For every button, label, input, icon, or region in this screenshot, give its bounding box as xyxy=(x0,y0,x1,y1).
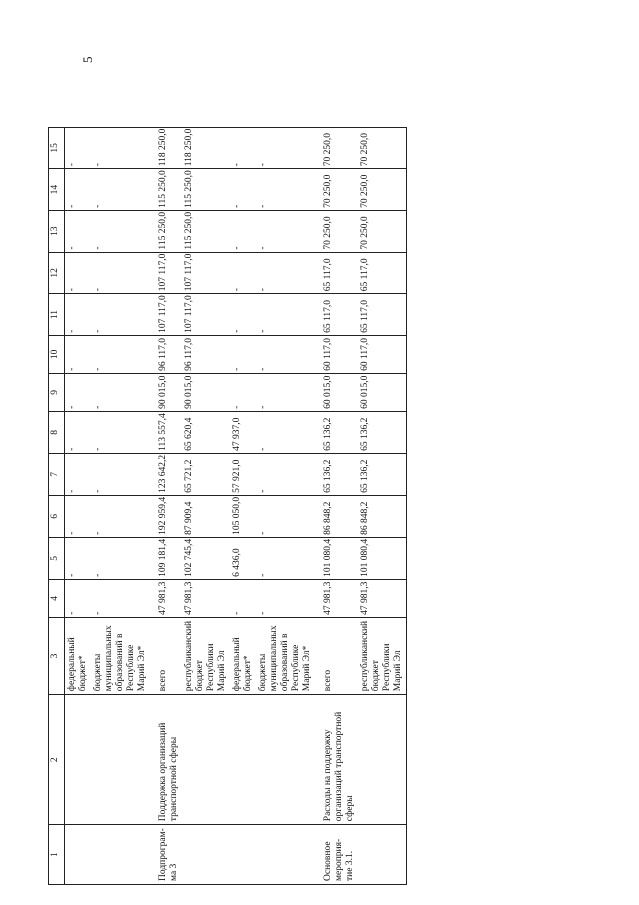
amount-cell: 65 117,0 xyxy=(315,252,358,294)
program-name-cell xyxy=(91,695,150,825)
amount-cell: 123 642,2 xyxy=(150,453,182,495)
amount-cell: - xyxy=(65,537,92,579)
amount-cell: 65 136,2 xyxy=(358,453,407,495)
amount-cell: 102 745,4 xyxy=(182,537,230,579)
amount-cell: 107 117,0 xyxy=(150,252,182,294)
header-row xyxy=(49,127,65,884)
funding-source-cell: всего xyxy=(315,617,358,694)
column-header: 11 xyxy=(49,294,65,336)
amount-cell: - xyxy=(65,335,92,373)
amount-cell: - xyxy=(230,335,256,373)
amount-cell: 70 250,0 xyxy=(358,210,407,252)
amount-cell: - xyxy=(91,579,150,617)
amount-cell: 113 557,4 xyxy=(150,411,182,453)
program-name-cell xyxy=(358,695,407,825)
amount-cell: 60 015,0 xyxy=(358,373,407,411)
amount-cell: - xyxy=(256,579,315,617)
table-row xyxy=(315,127,358,884)
amount-cell: 70 250,0 xyxy=(315,210,358,252)
funding-source-cell: бюджеты муниципальных образований в Республике Марий Эл* xyxy=(256,617,315,694)
amount-cell: - xyxy=(91,411,150,453)
program-name-cell: Поддержка организаций транспортной сферы xyxy=(150,695,182,825)
table-body xyxy=(65,127,407,884)
column-header: 10 xyxy=(49,335,65,373)
amount-cell: 65 136,2 xyxy=(315,411,358,453)
amount-cell: - xyxy=(256,495,315,537)
amount-cell: - xyxy=(230,579,256,617)
program-code-cell: Основное мероприя-тие 3.1. xyxy=(315,825,358,885)
table-row xyxy=(91,127,150,884)
amount-cell: 65 721,2 xyxy=(182,453,230,495)
amount-cell: 115 250,0 xyxy=(150,169,182,211)
amount-cell: 57 921,0 xyxy=(230,453,256,495)
amount-cell: - xyxy=(256,210,315,252)
amount-cell: 60 117,0 xyxy=(315,335,358,373)
amount-cell: - xyxy=(65,252,92,294)
program-name-cell xyxy=(182,695,230,825)
amount-cell: 87 909,4 xyxy=(182,495,230,537)
amount-cell: - xyxy=(65,411,92,453)
amount-cell: 101 080,4 xyxy=(315,537,358,579)
amount-cell: 96 117,0 xyxy=(150,335,182,373)
amount-cell: - xyxy=(65,210,92,252)
amount-cell: - xyxy=(256,373,315,411)
amount-cell: - xyxy=(91,210,150,252)
amount-cell: - xyxy=(91,294,150,336)
amount-cell: 192 959,4 xyxy=(150,495,182,537)
program-name-cell xyxy=(230,695,256,825)
amount-cell: - xyxy=(65,127,92,169)
program-name-cell xyxy=(256,695,315,825)
amount-cell: - xyxy=(91,252,150,294)
amount-cell: - xyxy=(256,537,315,579)
column-header: 15 xyxy=(49,127,65,169)
amount-cell: - xyxy=(91,169,150,211)
amount-cell: 65 117,0 xyxy=(358,252,407,294)
amount-cell: 118 250,0 xyxy=(182,127,230,169)
amount-cell: - xyxy=(65,294,92,336)
program-code-cell xyxy=(182,825,230,885)
amount-cell: 107 117,0 xyxy=(182,252,230,294)
program-code-cell: Подпрограм-ма 3 xyxy=(150,825,182,885)
amount-cell: - xyxy=(256,294,315,336)
column-header: 3 xyxy=(49,617,65,694)
amount-cell: - xyxy=(230,210,256,252)
amount-cell: 47 981,3 xyxy=(150,579,182,617)
column-header: 1 xyxy=(49,825,65,885)
amount-cell: - xyxy=(65,495,92,537)
column-header: 6 xyxy=(49,495,65,537)
amount-cell: 70 250,0 xyxy=(358,127,407,169)
amount-cell: 70 250,0 xyxy=(358,169,407,211)
amount-cell: - xyxy=(230,252,256,294)
amount-cell: 6 436,0 xyxy=(230,537,256,579)
amount-cell: - xyxy=(256,169,315,211)
amount-cell: 107 117,0 xyxy=(182,294,230,336)
amount-cell: 65 136,2 xyxy=(358,411,407,453)
amount-cell: - xyxy=(91,127,150,169)
amount-cell: - xyxy=(256,335,315,373)
table-row xyxy=(150,127,182,884)
amount-cell: 47 981,3 xyxy=(315,579,358,617)
table-row xyxy=(358,127,407,884)
amount-cell: - xyxy=(230,169,256,211)
amount-cell: - xyxy=(230,294,256,336)
program-code-cell xyxy=(91,825,150,885)
amount-cell: 70 250,0 xyxy=(315,127,358,169)
amount-cell: 90 015,0 xyxy=(150,373,182,411)
column-header: 5 xyxy=(49,537,65,579)
amount-cell: - xyxy=(65,169,92,211)
amount-cell: - xyxy=(256,411,315,453)
amount-cell: - xyxy=(256,252,315,294)
amount-cell: 47 981,3 xyxy=(182,579,230,617)
amount-cell: - xyxy=(91,537,150,579)
amount-cell: 47 937,0 xyxy=(230,411,256,453)
table-row xyxy=(182,127,230,884)
amount-cell: 118 250,0 xyxy=(150,127,182,169)
amount-cell: 65 117,0 xyxy=(358,294,407,336)
table-row xyxy=(256,127,315,884)
column-header: 4 xyxy=(49,579,65,617)
column-header: 9 xyxy=(49,373,65,411)
amount-cell: 65 117,0 xyxy=(315,294,358,336)
amount-cell: - xyxy=(230,373,256,411)
page-number: 5 xyxy=(80,56,95,63)
program-name-cell: Расходы на поддержку организаций транспортной сферы xyxy=(315,695,358,825)
table-header xyxy=(49,127,65,884)
funding-source-cell: бюджеты муниципальных образований в Республике Марий Эл* xyxy=(91,617,150,694)
amount-cell: 109 181,4 xyxy=(150,537,182,579)
amount-cell: - xyxy=(65,579,92,617)
funding-source-cell: республиканский бюджет Республики Марий Эл xyxy=(358,617,407,694)
funding-source-cell: всего xyxy=(150,617,182,694)
amount-cell: 115 250,0 xyxy=(182,169,230,211)
amount-cell: 107 117,0 xyxy=(150,294,182,336)
amount-cell: 47 981,3 xyxy=(358,579,407,617)
amount-cell: - xyxy=(256,453,315,495)
funding-source-cell: федеральный бюджет* xyxy=(230,617,256,694)
amount-cell: - xyxy=(65,453,92,495)
amount-cell: - xyxy=(91,453,150,495)
table-row xyxy=(230,127,256,884)
amount-cell: 60 015,0 xyxy=(315,373,358,411)
column-header: 12 xyxy=(49,252,65,294)
amount-cell: 101 080,4 xyxy=(358,537,407,579)
amount-cell: 105 050,0 xyxy=(230,495,256,537)
amount-cell: 65 620,4 xyxy=(182,411,230,453)
program-name-cell xyxy=(65,695,92,825)
column-header: 7 xyxy=(49,453,65,495)
amount-cell: 90 015,0 xyxy=(182,373,230,411)
program-code-cell xyxy=(256,825,315,885)
amount-cell: 65 136,2 xyxy=(315,453,358,495)
funding-source-cell: республиканский бюджет Республики Марий Эл xyxy=(182,617,230,694)
amount-cell: - xyxy=(91,495,150,537)
amount-cell: - xyxy=(65,373,92,411)
amount-cell: 60 117,0 xyxy=(358,335,407,373)
program-code-cell xyxy=(230,825,256,885)
amount-cell: - xyxy=(256,127,315,169)
amount-cell: 86 848,2 xyxy=(358,495,407,537)
funding-source-cell: федеральный бюджет* xyxy=(65,617,92,694)
program-code-cell xyxy=(65,825,92,885)
column-header: 8 xyxy=(49,411,65,453)
amount-cell: 70 250,0 xyxy=(315,169,358,211)
budget-table xyxy=(48,127,407,885)
amount-cell: 115 250,0 xyxy=(182,210,230,252)
column-header: 13 xyxy=(49,210,65,252)
column-header: 2 xyxy=(49,695,65,825)
program-code-cell xyxy=(358,825,407,885)
column-header: 14 xyxy=(49,169,65,211)
amount-cell: 96 117,0 xyxy=(182,335,230,373)
amount-cell: - xyxy=(91,335,150,373)
table-row xyxy=(65,127,92,884)
amount-cell: - xyxy=(91,373,150,411)
amount-cell: - xyxy=(230,127,256,169)
amount-cell: 115 250,0 xyxy=(150,210,182,252)
amount-cell: 86 848,2 xyxy=(315,495,358,537)
